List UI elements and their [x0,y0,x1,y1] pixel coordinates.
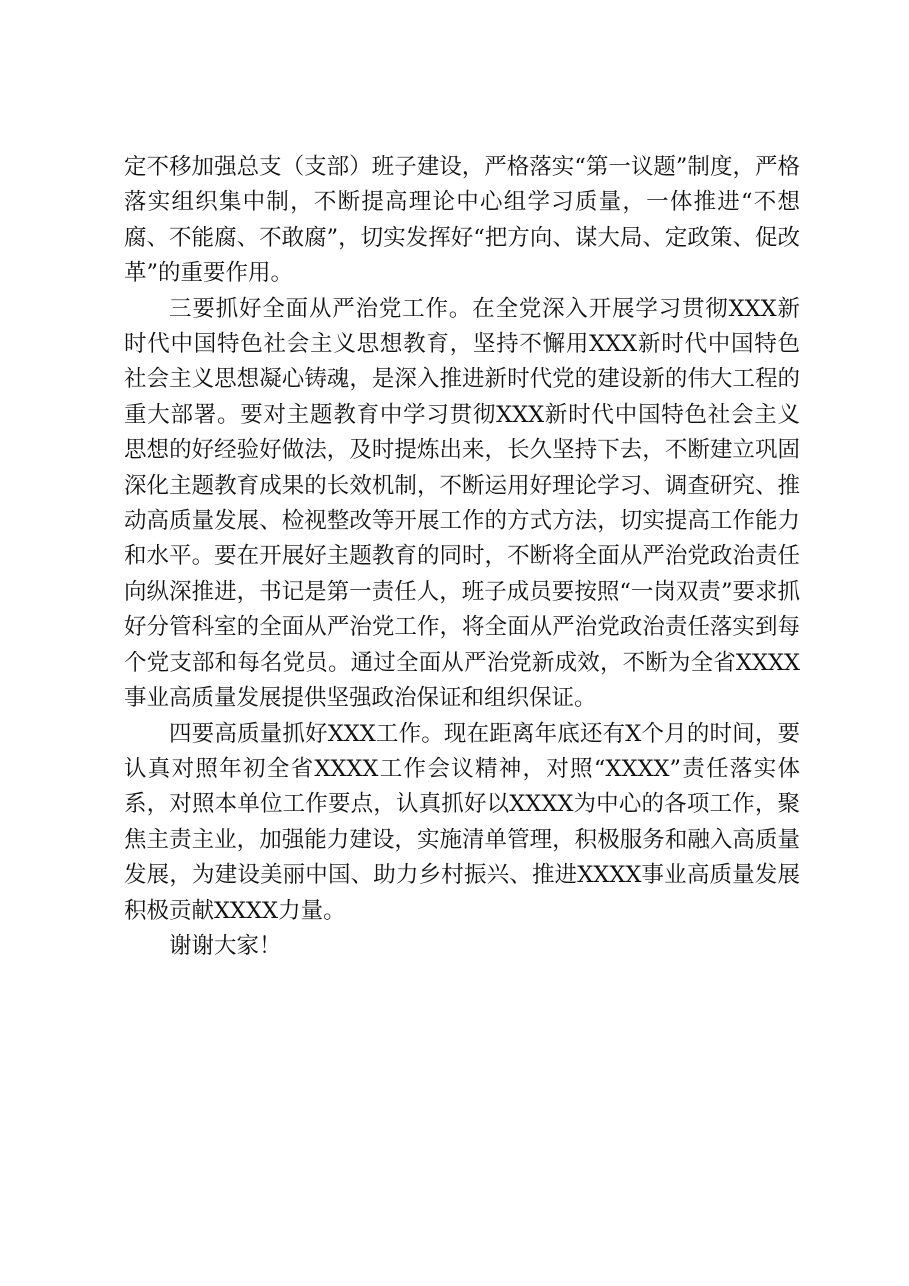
paragraph-continued: 定不移加强总支（支部）班子建设，严格落实“第一议题”制度，严格落实组织集中制，不断提高理论中心组学习质量，一体推进“不想腐、不能腐、不敢腐”，切实发挥好“把方向、谋大局、定政策、促改革”的重要作用。 [124,154,800,287]
paragraph-party-governance: 三要抓好全面从严治党工作。在全党深入开展学习贯彻XXX新时代中国特色社会主义思想教育，坚持不懈用XXX新时代中国特色社会主义思想凝心铸魂，是深入推进新时代党的建设新的伟大工程的重大部署。要对主题教育中学习贯彻XXX新时代中国特色社会主义思想的好经验好做法，及时提炼出来，长久坚持下去，不断建立巩固深化主题教育成果的长效机制，不断运用好理论学习、调查研究、推动高质量发展、检视整改等开展工作的方式方法，切实提高工作能力和水平。要在开展好主题教育的同时，不断将全面从严治党政治责任向纵深推进，书记是第一责任人，班子成员要按照“一岗双责”要求抓好分管科室的全面从严治党工作，将全面从严治党政治责任落实到每个党支部和每名党员。通过全面从严治党新成效，不断为全省XXXX事业高质量发展提供坚强政治保证和组织保证。 [124,295,800,712]
paragraph-closing: 谢谢大家！ [169,932,282,959]
paragraph-work-quality: 四要高质量抓好XXX工作。现在距离年底还有X个月的时间，要认真对照年初全省XXXX工作会议精神，对照“XXXX”责任落实体系，对照本单位工作要点，认真抓好以XXXX为中心的各项工作，聚焦主责主业，加强能力建设，实施清单管理，积极服务和融入高质量发展，为建设美丽中国、助力乡村振兴、推进XXXX事业高质量发展积极贡献XXXX力量。 [124,720,800,924]
document-body [124,150,800,964]
